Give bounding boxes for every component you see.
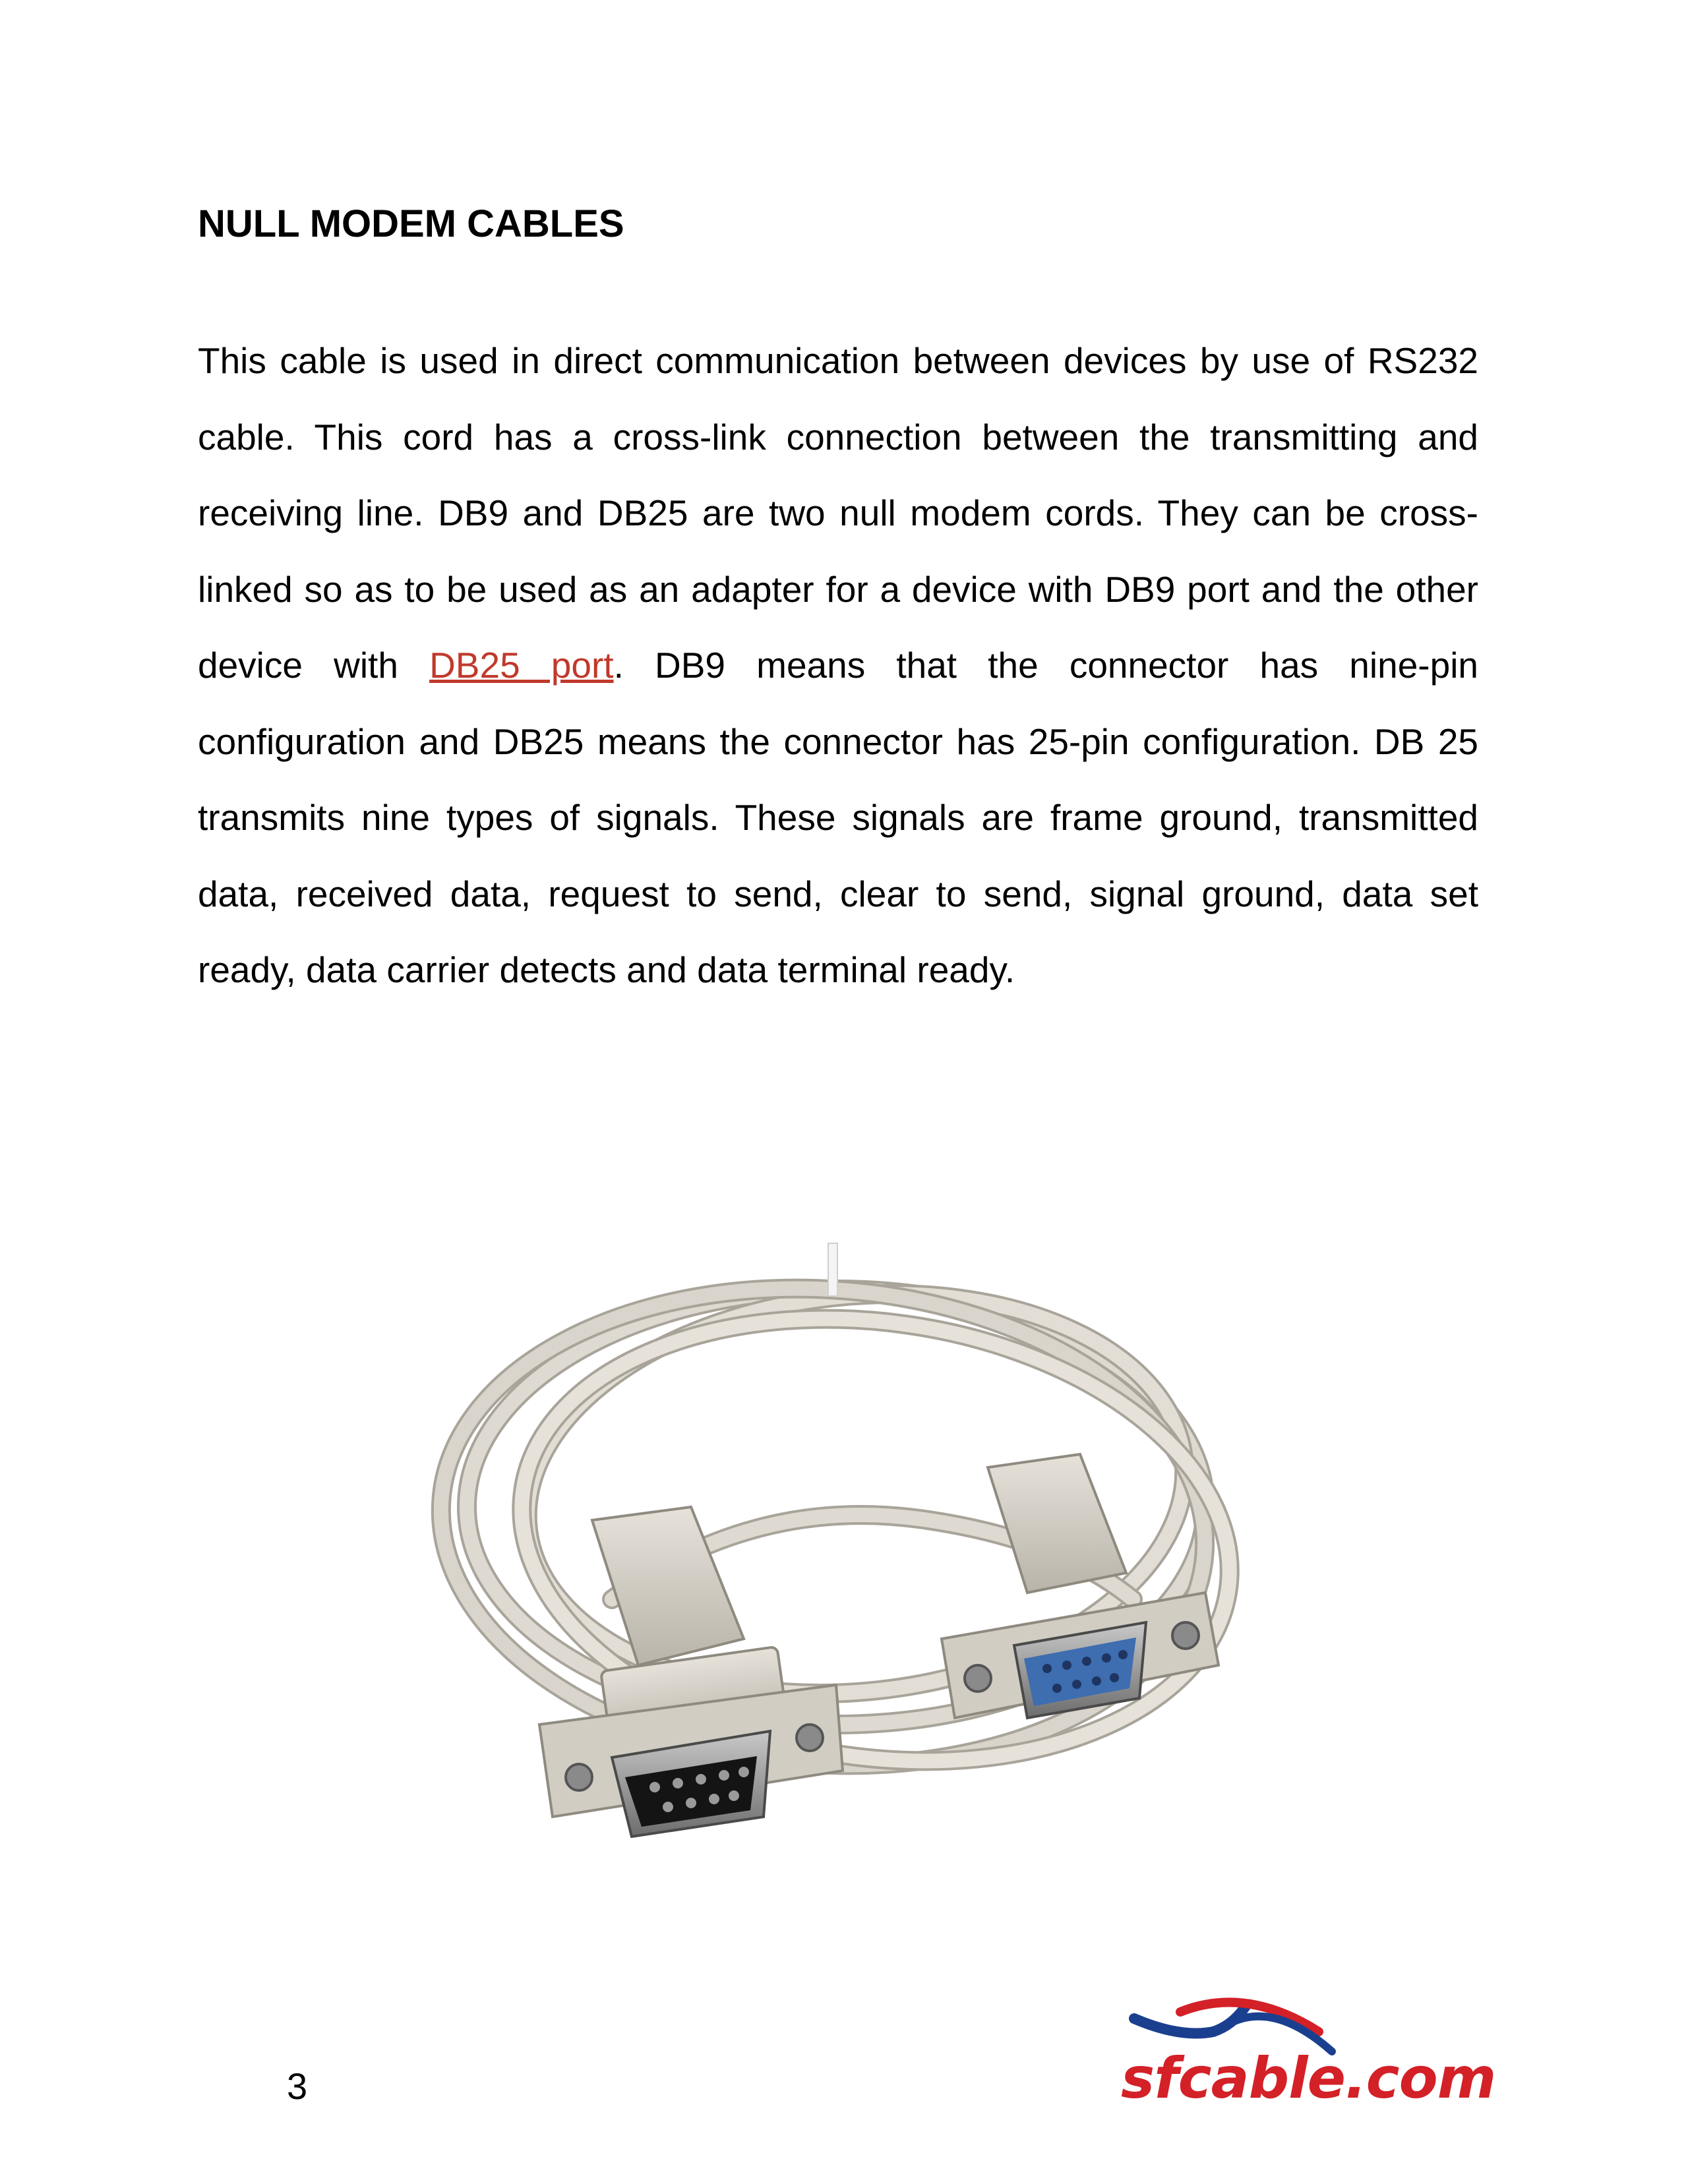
sfcable-logo[interactable] bbox=[1121, 1992, 1496, 2111]
logo-text: sfcable.com bbox=[1121, 2046, 1496, 2111]
page-title: NULL MODEM CABLES bbox=[198, 202, 624, 245]
null-modem-cable-photo bbox=[414, 1230, 1266, 1885]
paragraph-text-end: . DB9 means that the connector has nine-pin configuration and DB25 means the connector has 25-pin configuration. DB 25 transmits nine types of signals. These signals are frame ground, transmitted data, received data, request to send, clear to send, signal ground, data set ready, data carrier detects and data terminal ready. bbox=[198, 645, 1478, 990]
body-paragraph bbox=[198, 323, 1478, 1009]
paragraph-text-start: This cable is used in direct communication between devices by use of RS232 cable. This cord has a cross-link connection between the transmitting and receiving line. DB9 and DB25 are two null modem cords. They can be cross-linked so as to be used as an adapter for a device with DB9 port and the other device with bbox=[198, 340, 1478, 686]
page-number: 3 bbox=[287, 2065, 308, 2107]
db25-port-link[interactable]: DB25 port bbox=[429, 645, 614, 686]
